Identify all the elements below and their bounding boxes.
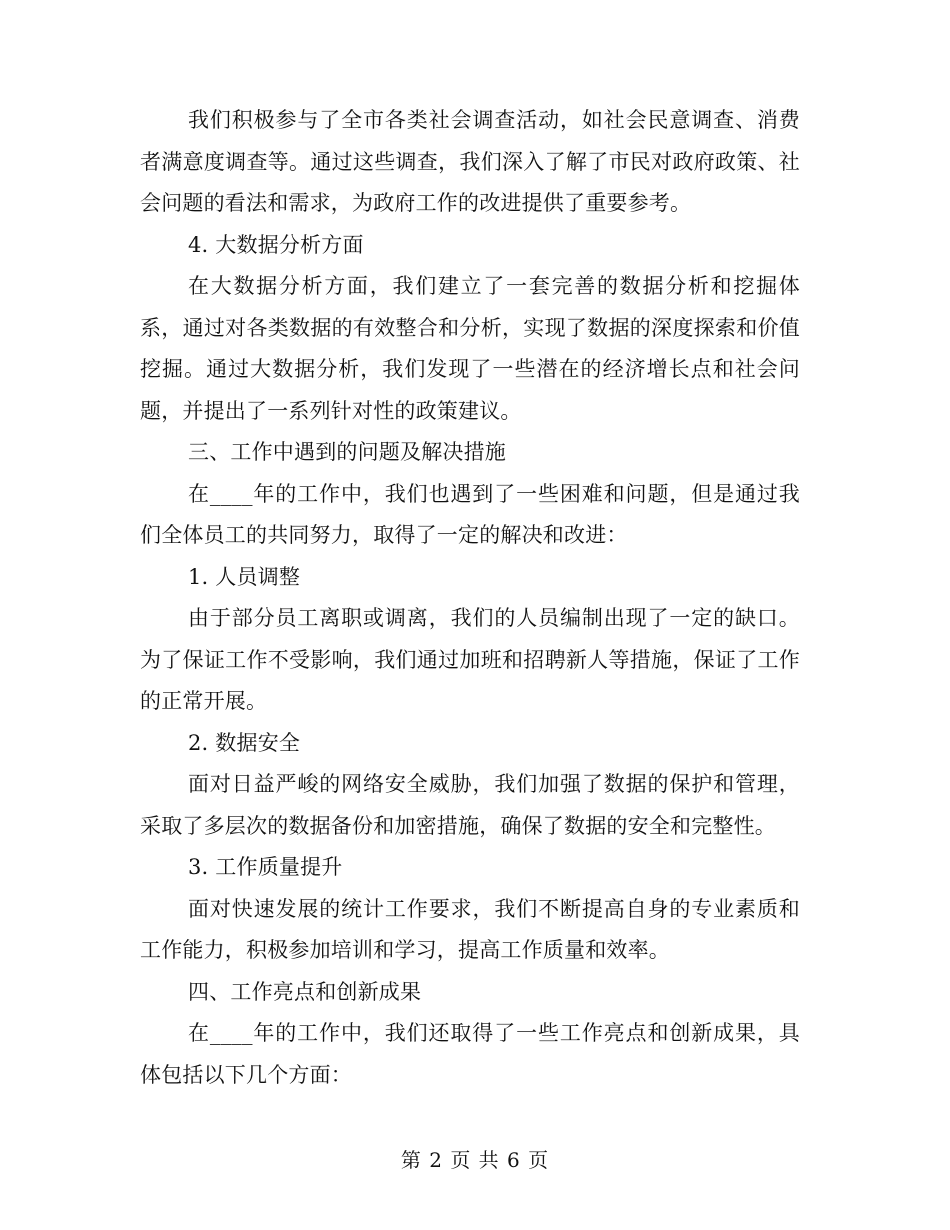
section-heading-highlights: 四、工作亮点和创新成果 xyxy=(188,979,422,1004)
paragraph-social-survey: 我们积极参与了全市各类社会调查活动，如社会民意调查、消费者满意度调查等。通过这些调查，我们深入了解了市民对政府政策、社会问题的看法和需求，为政府工作的改进提供了重要参考。 xyxy=(140,108,800,215)
heading-big-data: 4. 大数据分析方面 xyxy=(188,232,364,257)
paragraph-highlights-intro: 在____年的工作中，我们还取得了一些工作亮点和创新成果，具体包括以下几个方面： xyxy=(140,1021,800,1087)
heading-quality-improvement: 3. 工作质量提升 xyxy=(188,855,343,879)
section-heading-problems: 三、工作中遇到的问题及解决措施 xyxy=(188,440,506,464)
paragraph-quality-improvement: 面对快速发展的统计工作要求，我们不断提高自身的专业素质和工作能力，积极参加培训和学习，提高工作质量和效率。 xyxy=(140,896,800,962)
paragraph-big-data: 在大数据分析方面，我们建立了一套完善的数据分析和挖掘体系，通过对各类数据的有效整合和分析，实现了数据的深度探索和价值挖掘。通过大数据分析，我们发现了一些潜在的经济增长点和社会问题，并提出了一系列针对性的政策建议。 xyxy=(140,274,800,423)
paragraph-problems-intro: 在____年的工作中，我们也遇到了一些困难和问题，但是通过我们全体员工的共同努力，取得了一定的解决和改进： xyxy=(140,481,800,547)
heading-data-security: 2. 数据安全 xyxy=(188,730,301,755)
paragraph-staff-adjustment: 由于部分员工离职或调离，我们的人员编制出现了一定的缺口。为了保证工作不受影响，我们通过加班和招聘新人等措施，保证了工作的正常开展。 xyxy=(140,606,800,713)
heading-staff-adjustment: 1. 人员调整 xyxy=(188,564,301,589)
document-body xyxy=(140,100,800,1096)
paragraph-data-security: 面对日益严峻的网络安全威胁，我们加强了数据的保护和管理，采取了多层次的数据备份和加密措施，确保了数据的安全和完整性。 xyxy=(140,772,800,838)
page-number-footer: 第 2 页 共 6 页 xyxy=(400,1148,550,1172)
